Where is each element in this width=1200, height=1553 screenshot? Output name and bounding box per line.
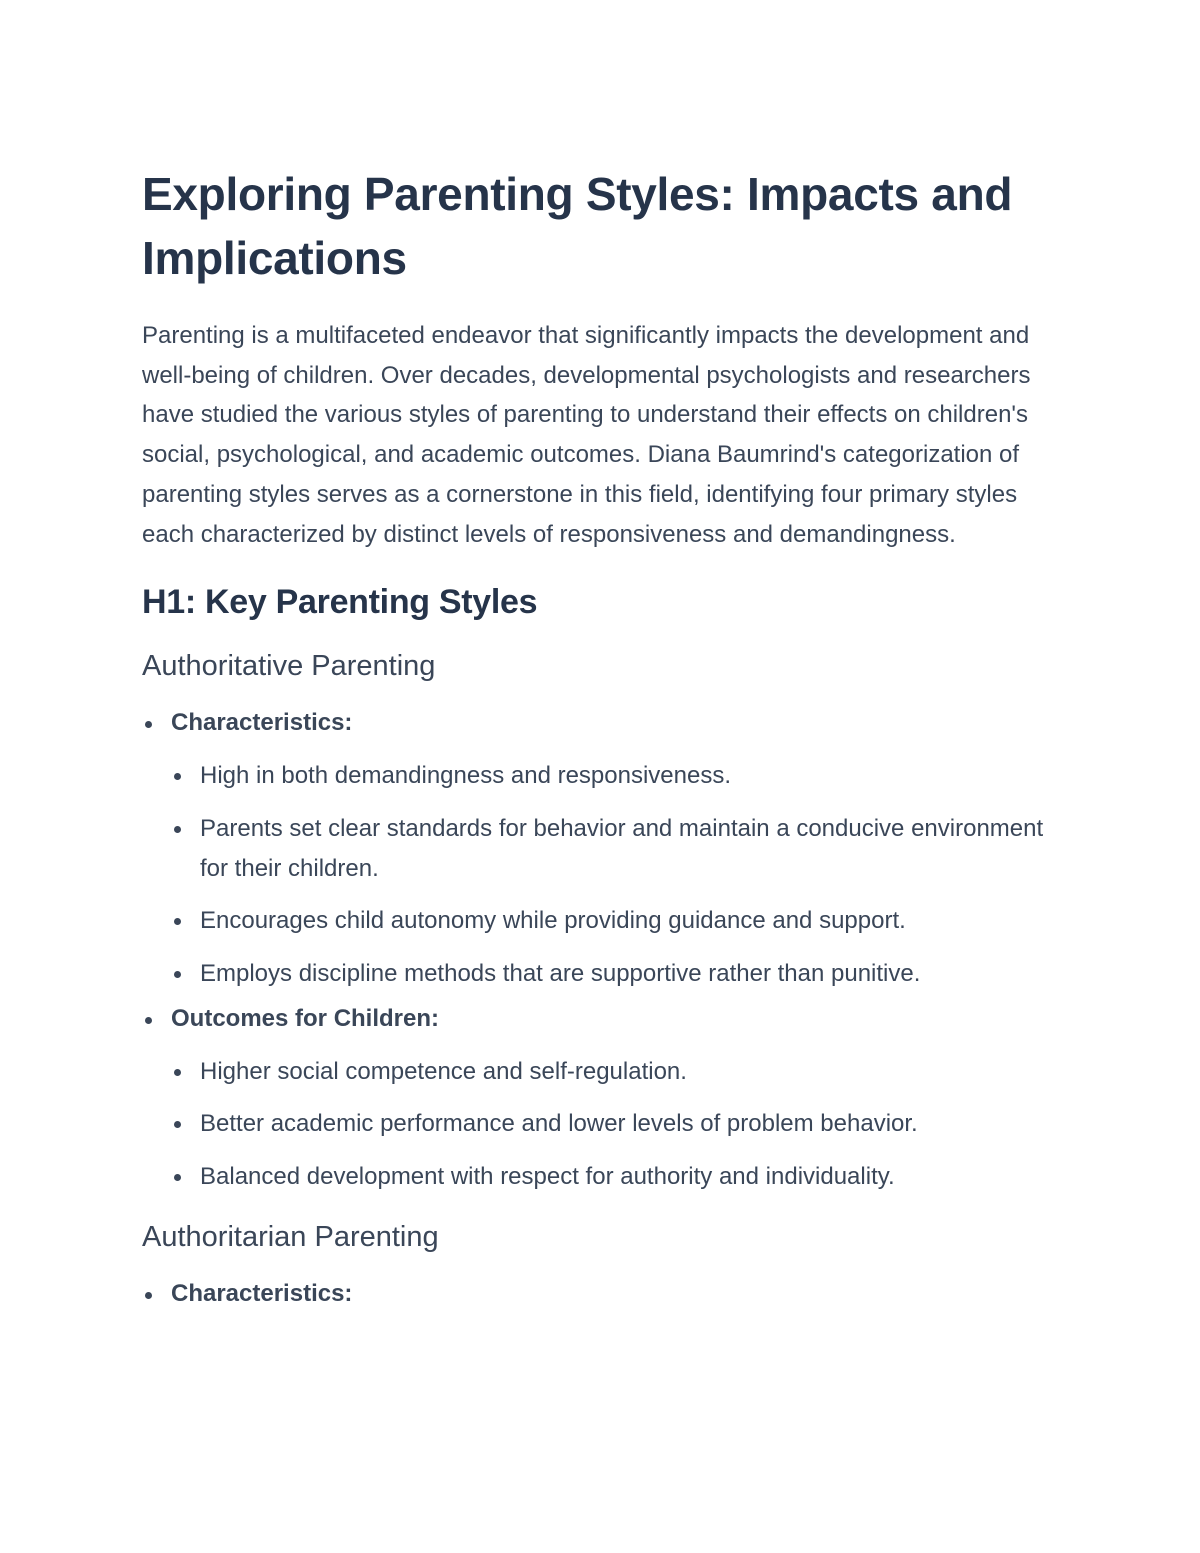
list-item: [171, 1104, 1067, 1144]
bullet-icon: [145, 1292, 152, 1299]
group-label: Characteristics:: [171, 1279, 353, 1307]
list-item: [142, 1269, 1067, 1314]
list-item-text: Balanced development with respect for authority and individuality.: [200, 1163, 895, 1191]
group-label: Outcomes for Children:: [171, 1004, 440, 1032]
authoritative-list: [142, 698, 1067, 1197]
bullet-icon: [145, 1017, 152, 1024]
authoritarian-list: [142, 1269, 1067, 1314]
style-heading-authoritative: Authoritative Parenting: [142, 650, 436, 683]
bullet-icon: [174, 1174, 181, 1181]
document-page: [142, 162, 1067, 1314]
bullet-icon: [174, 1121, 181, 1128]
section-heading: H1: Key Parenting Styles: [142, 583, 538, 622]
bullet-icon: [174, 971, 181, 978]
characteristics-list: [171, 756, 1067, 994]
list-item: [171, 1157, 1067, 1197]
list-item: [171, 756, 1067, 796]
list-item-text: Higher social competence and self-regulation.: [200, 1057, 687, 1085]
list-item-text: Better academic performance and lower levels of problem behavior.: [200, 1110, 918, 1138]
document-title: Exploring Parenting Styles: Impacts and Implications: [142, 168, 1013, 284]
outcomes-list: [171, 1052, 1067, 1197]
list-item-text: Encourages child autonomy while providing guidance and support.: [200, 907, 906, 935]
bullet-icon: [174, 773, 181, 780]
intro-paragraph: Parenting is a multifaceted endeavor that significantly impacts the development and well-being of children. Over decades, developmental psychologists and researchers have studied the various styles of parenting to understand their effects on children's social, psychological, and academic outcomes. Diana Baumrind's categorization of parenting styles serves as a cornerstone in this field, identifying four primary styles each characterized by distinct levels of responsiveness and demandingness.: [142, 322, 1031, 548]
list-item-text: Parents set clear standards for behavior and maintain a conducive environment for their children.: [200, 814, 1044, 882]
list-item: [171, 901, 1067, 941]
list-item: [142, 994, 1067, 1197]
list-item-text: High in both demandingness and responsiveness.: [200, 762, 732, 790]
style-heading-authoritarian: Authoritarian Parenting: [142, 1220, 439, 1253]
bullet-icon: [145, 721, 152, 728]
bullet-icon: [174, 826, 181, 833]
bullet-icon: [174, 1069, 181, 1076]
list-item: [171, 1052, 1067, 1092]
list-item: [171, 809, 1067, 888]
list-item: [142, 698, 1067, 994]
group-label: Characteristics:: [171, 709, 353, 737]
list-item-text: Employs discipline methods that are supportive rather than punitive.: [200, 960, 921, 988]
bullet-icon: [174, 918, 181, 925]
list-item: [171, 954, 1067, 994]
